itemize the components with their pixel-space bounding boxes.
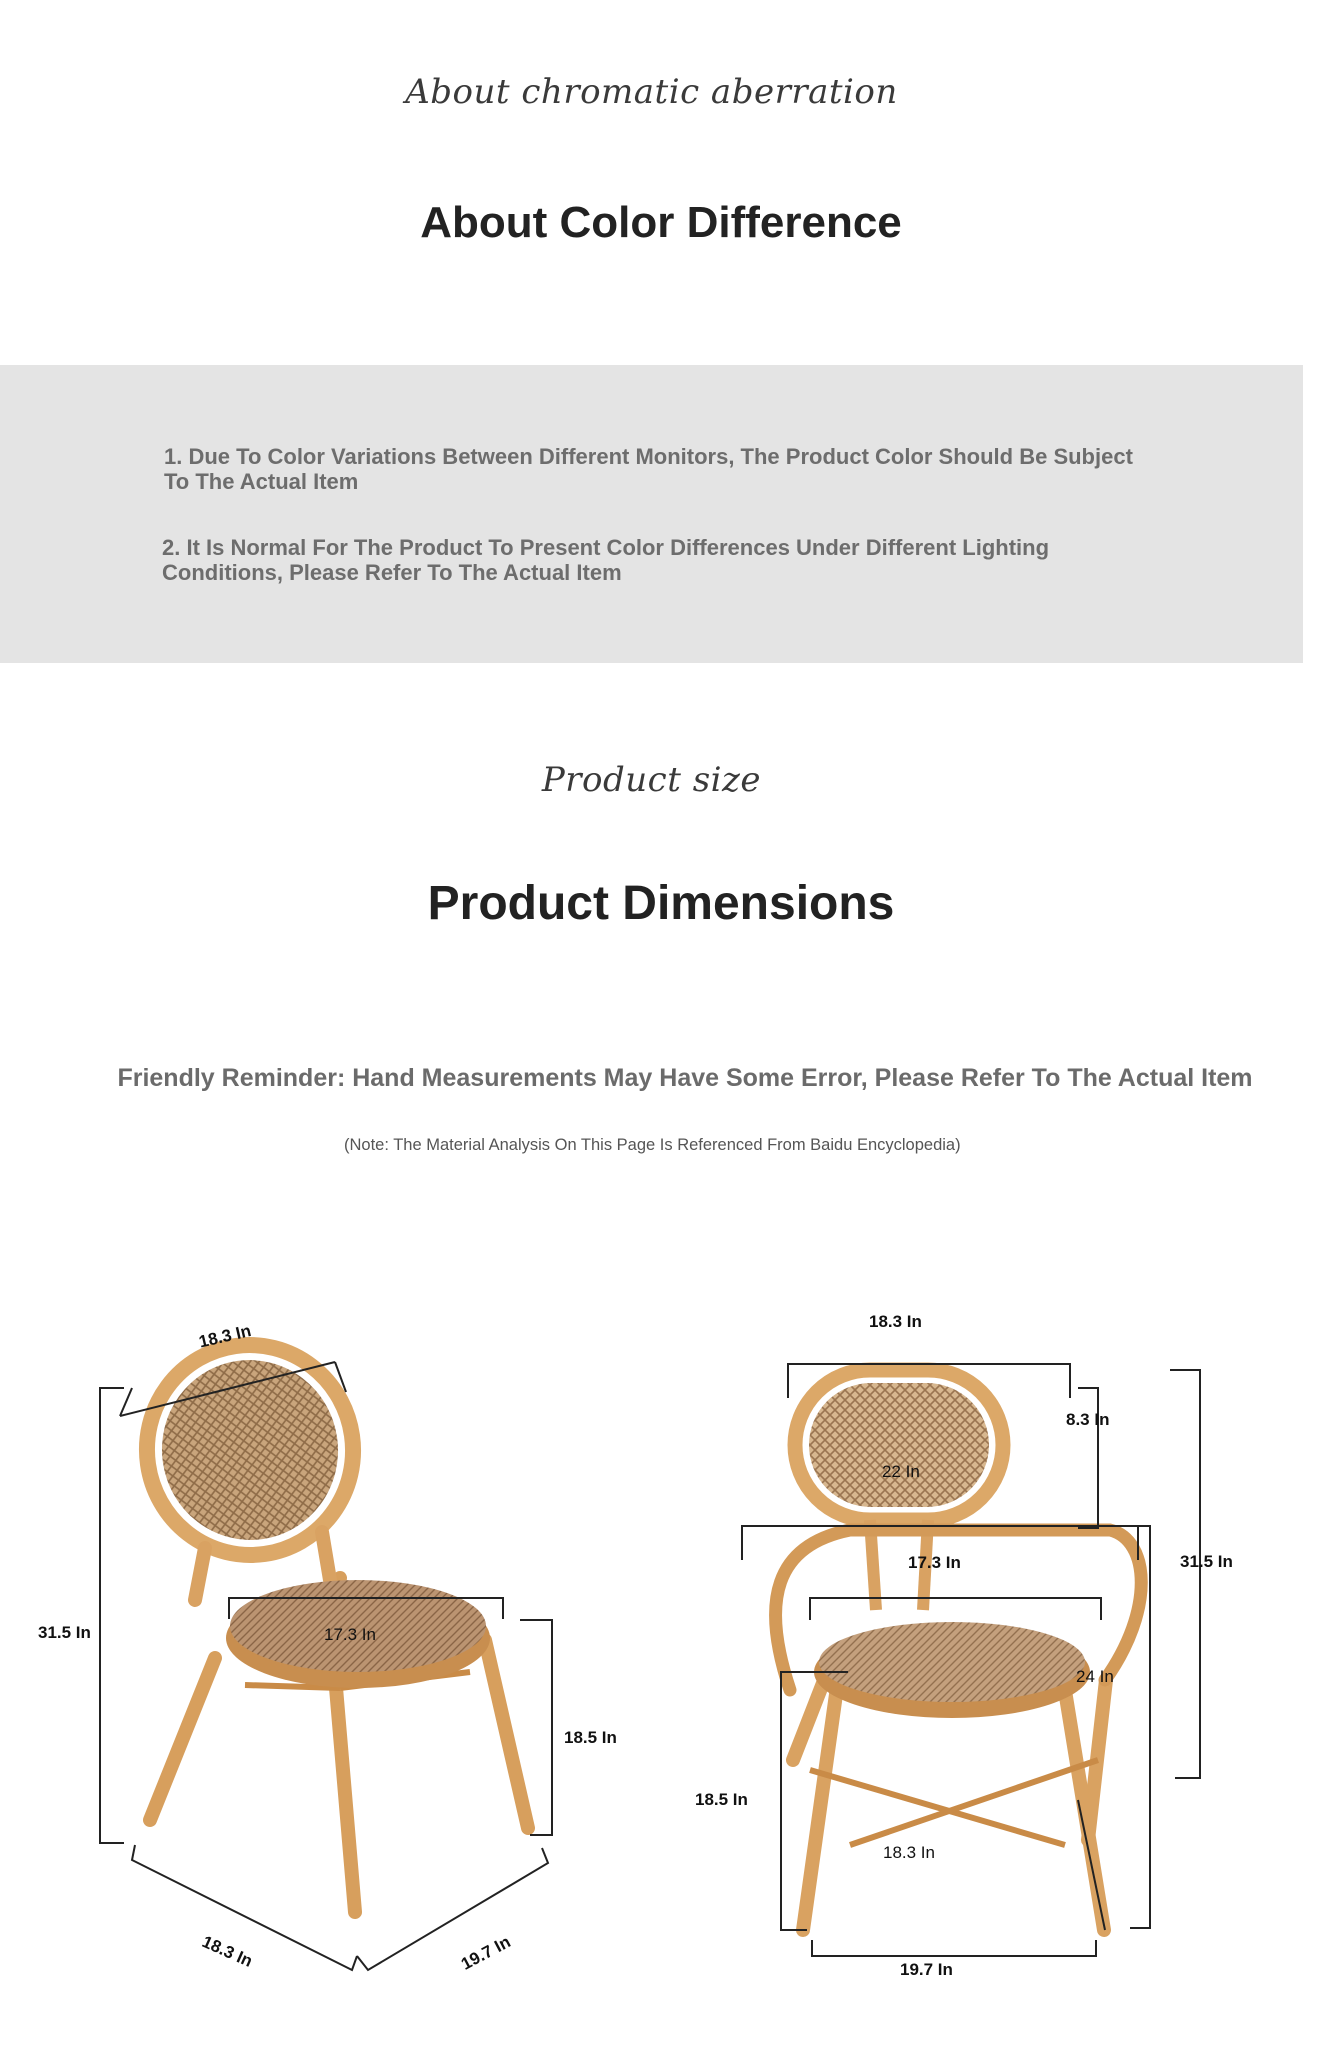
script-title-chromatic: About chromatic aberration (405, 72, 898, 112)
color-notes-panel (0, 365, 1303, 663)
color-difference-heading: About Color Difference (420, 198, 902, 247)
script-title-product-size: Product size (541, 760, 762, 800)
armchair-back-height-label: 8.3 In (1066, 1410, 1110, 1429)
product-dimensions-heading: Product Dimensions (427, 877, 895, 930)
armchair-backrest (795, 1370, 1003, 1610)
side-chair-depth-right-label: 19.7 In (458, 1932, 514, 1974)
side-chair-back-width-label: 18.3 In (197, 1321, 253, 1352)
side-chair-seat-width-label: 17.3 In (324, 1625, 376, 1644)
armchair-illustration (680, 1280, 1322, 2000)
armchair-seat-width-label: 17.3 In (908, 1553, 961, 1572)
armchair-seat (814, 1622, 1090, 1718)
measurement-reminder: Friendly Reminder: Hand Measurements May Have Some Error, Please Refer To The Actual Item (117, 1064, 1253, 1092)
side-chair-depth-left-label: 18.3 In (199, 1932, 256, 1971)
armchair-arm-height-label: 24 In (1076, 1667, 1114, 1686)
side-chair-total-height-label: 31.5 In (38, 1623, 91, 1642)
material-note: (Note: The Material Analysis On This Page Is Referenced From Baidu Encyclopedia) (344, 1136, 961, 1154)
armchair-back-width-label: 18.3 In (869, 1312, 922, 1331)
color-note-2: 2. It Is Normal For The Product To Present Color Differences Under Different Lighting Conditions, Please Refer To The Actual Item (162, 535, 1050, 585)
armchair-total-height-label: 31.5 In (1180, 1552, 1233, 1571)
armchair-base-width-label: 19.7 In (900, 1960, 953, 1979)
armchair-seat-height-label: 18.5 In (695, 1790, 748, 1809)
armchair-leg-span-label: 18.3 In (883, 1843, 935, 1862)
color-note-1: 1. Due To Color Variations Between Different Monitors, The Product Color Should Be Subject To The Actual Item (164, 444, 1133, 494)
side-chair-seat-height-label: 18.5 In (564, 1728, 617, 1747)
side-chair-backrest (133, 1332, 366, 1600)
armchair-arm-width-label: 22 In (882, 1462, 920, 1481)
